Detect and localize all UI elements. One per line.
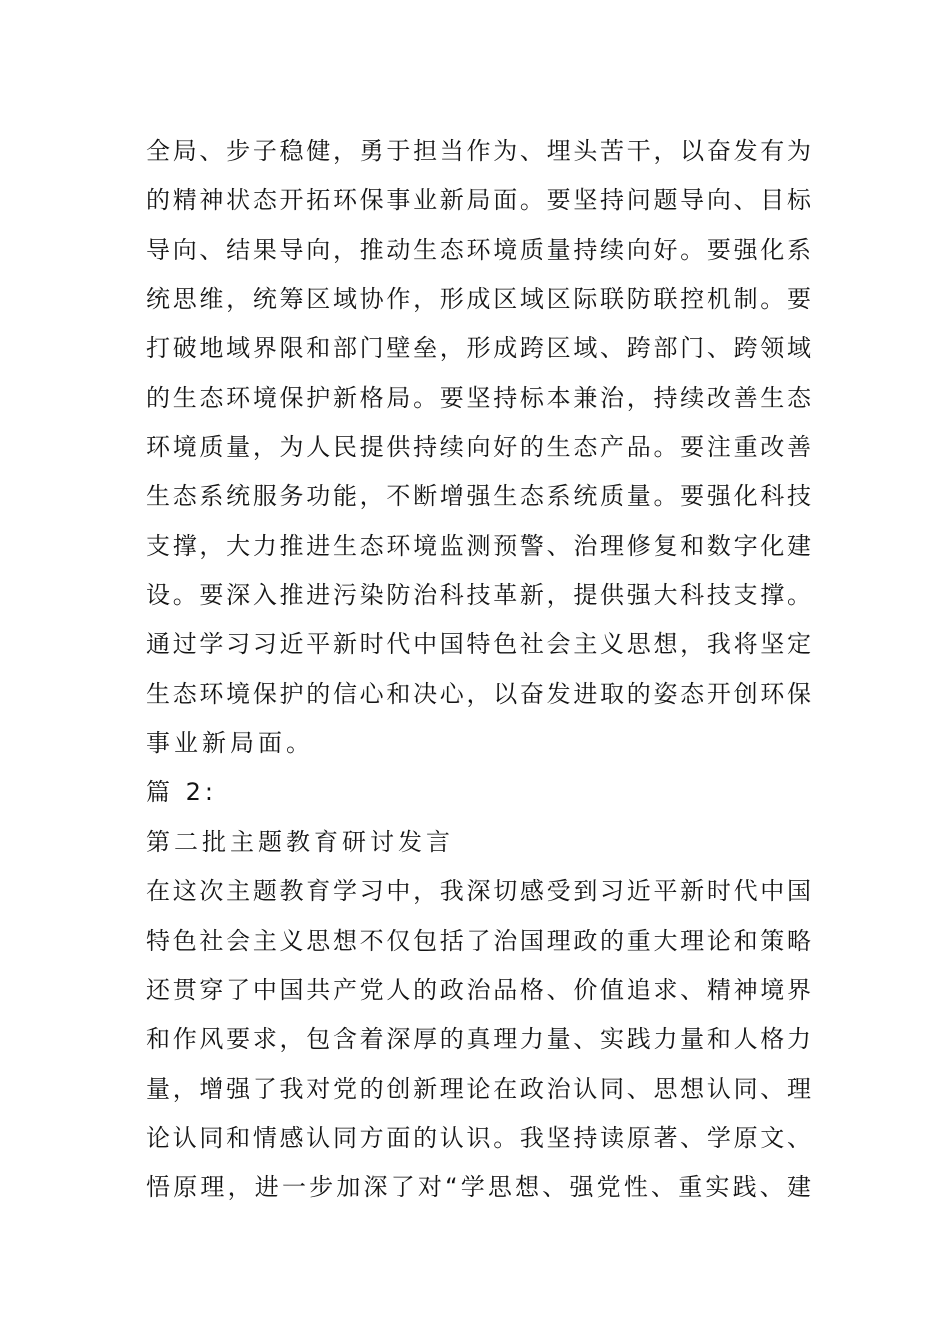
- text-line: 设。要深入推进污染防治科技革新，提供强大科技支撑。: [146, 581, 811, 610]
- text-line: 生态系统服务功能，不断增强生态系统质量。要强化科技: [146, 482, 811, 511]
- text-line: 生态环境保护的信心和决心，以奋发进取的姿态开创环保: [146, 679, 811, 708]
- text-line: 环境质量，为人民提供持续向好的生态产品。要注重改善: [146, 433, 811, 462]
- text-line: 在这次主题教育学习中，我深切感受到习近平新时代中国: [146, 877, 811, 906]
- text-line: 事业新局面。: [146, 729, 314, 758]
- text-line: 悟原理，进一步加深了对“学思想、强党性、重实践、建: [146, 1173, 811, 1202]
- text-line: 统思维，统筹区域协作，形成区域区际联防联控机制。要: [146, 285, 811, 314]
- text-line: 的精神状态开拓环保事业新局面。要坚持问题导向、目标: [146, 186, 811, 215]
- text-line: 导向、结果导向，推动生态环境质量持续向好。要强化系: [146, 235, 811, 264]
- section-title: 第二批主题教育研讨发言: [146, 827, 454, 856]
- text-line: 还贯穿了中国共产党人的政治品格、价值追求、精神境界: [146, 975, 811, 1004]
- text-line: 的生态环境保护新格局。要坚持标本兼治，持续改善生态: [146, 383, 811, 412]
- text-line: 通过学习习近平新时代中国特色社会主义思想，我将坚定: [146, 630, 811, 659]
- document-body: [146, 127, 811, 1213]
- text-line: 打破地域界限和部门壁垒，形成跨区域、跨部门、跨领域: [146, 334, 811, 363]
- text-line: 特色社会主义思想不仅包括了治国理政的重大理论和策略: [146, 926, 811, 955]
- text-line: 论认同和情感认同方面的认识。我坚持读原著、学原文、: [146, 1123, 811, 1152]
- text-line: 量，增强了我对党的创新理论在政治认同、思想认同、理: [146, 1074, 811, 1103]
- text-line: 全局、步子稳健，勇于担当作为、埋头苦干，以奋发有为: [146, 137, 811, 165]
- section-heading: 篇 2:: [146, 778, 217, 807]
- text-line: 支撑，大力推进生态环境监测预警、治理修复和数字化建: [146, 531, 811, 560]
- text-line: 和作风要求，包含着深厚的真理力量、实践力量和人格力: [146, 1025, 811, 1054]
